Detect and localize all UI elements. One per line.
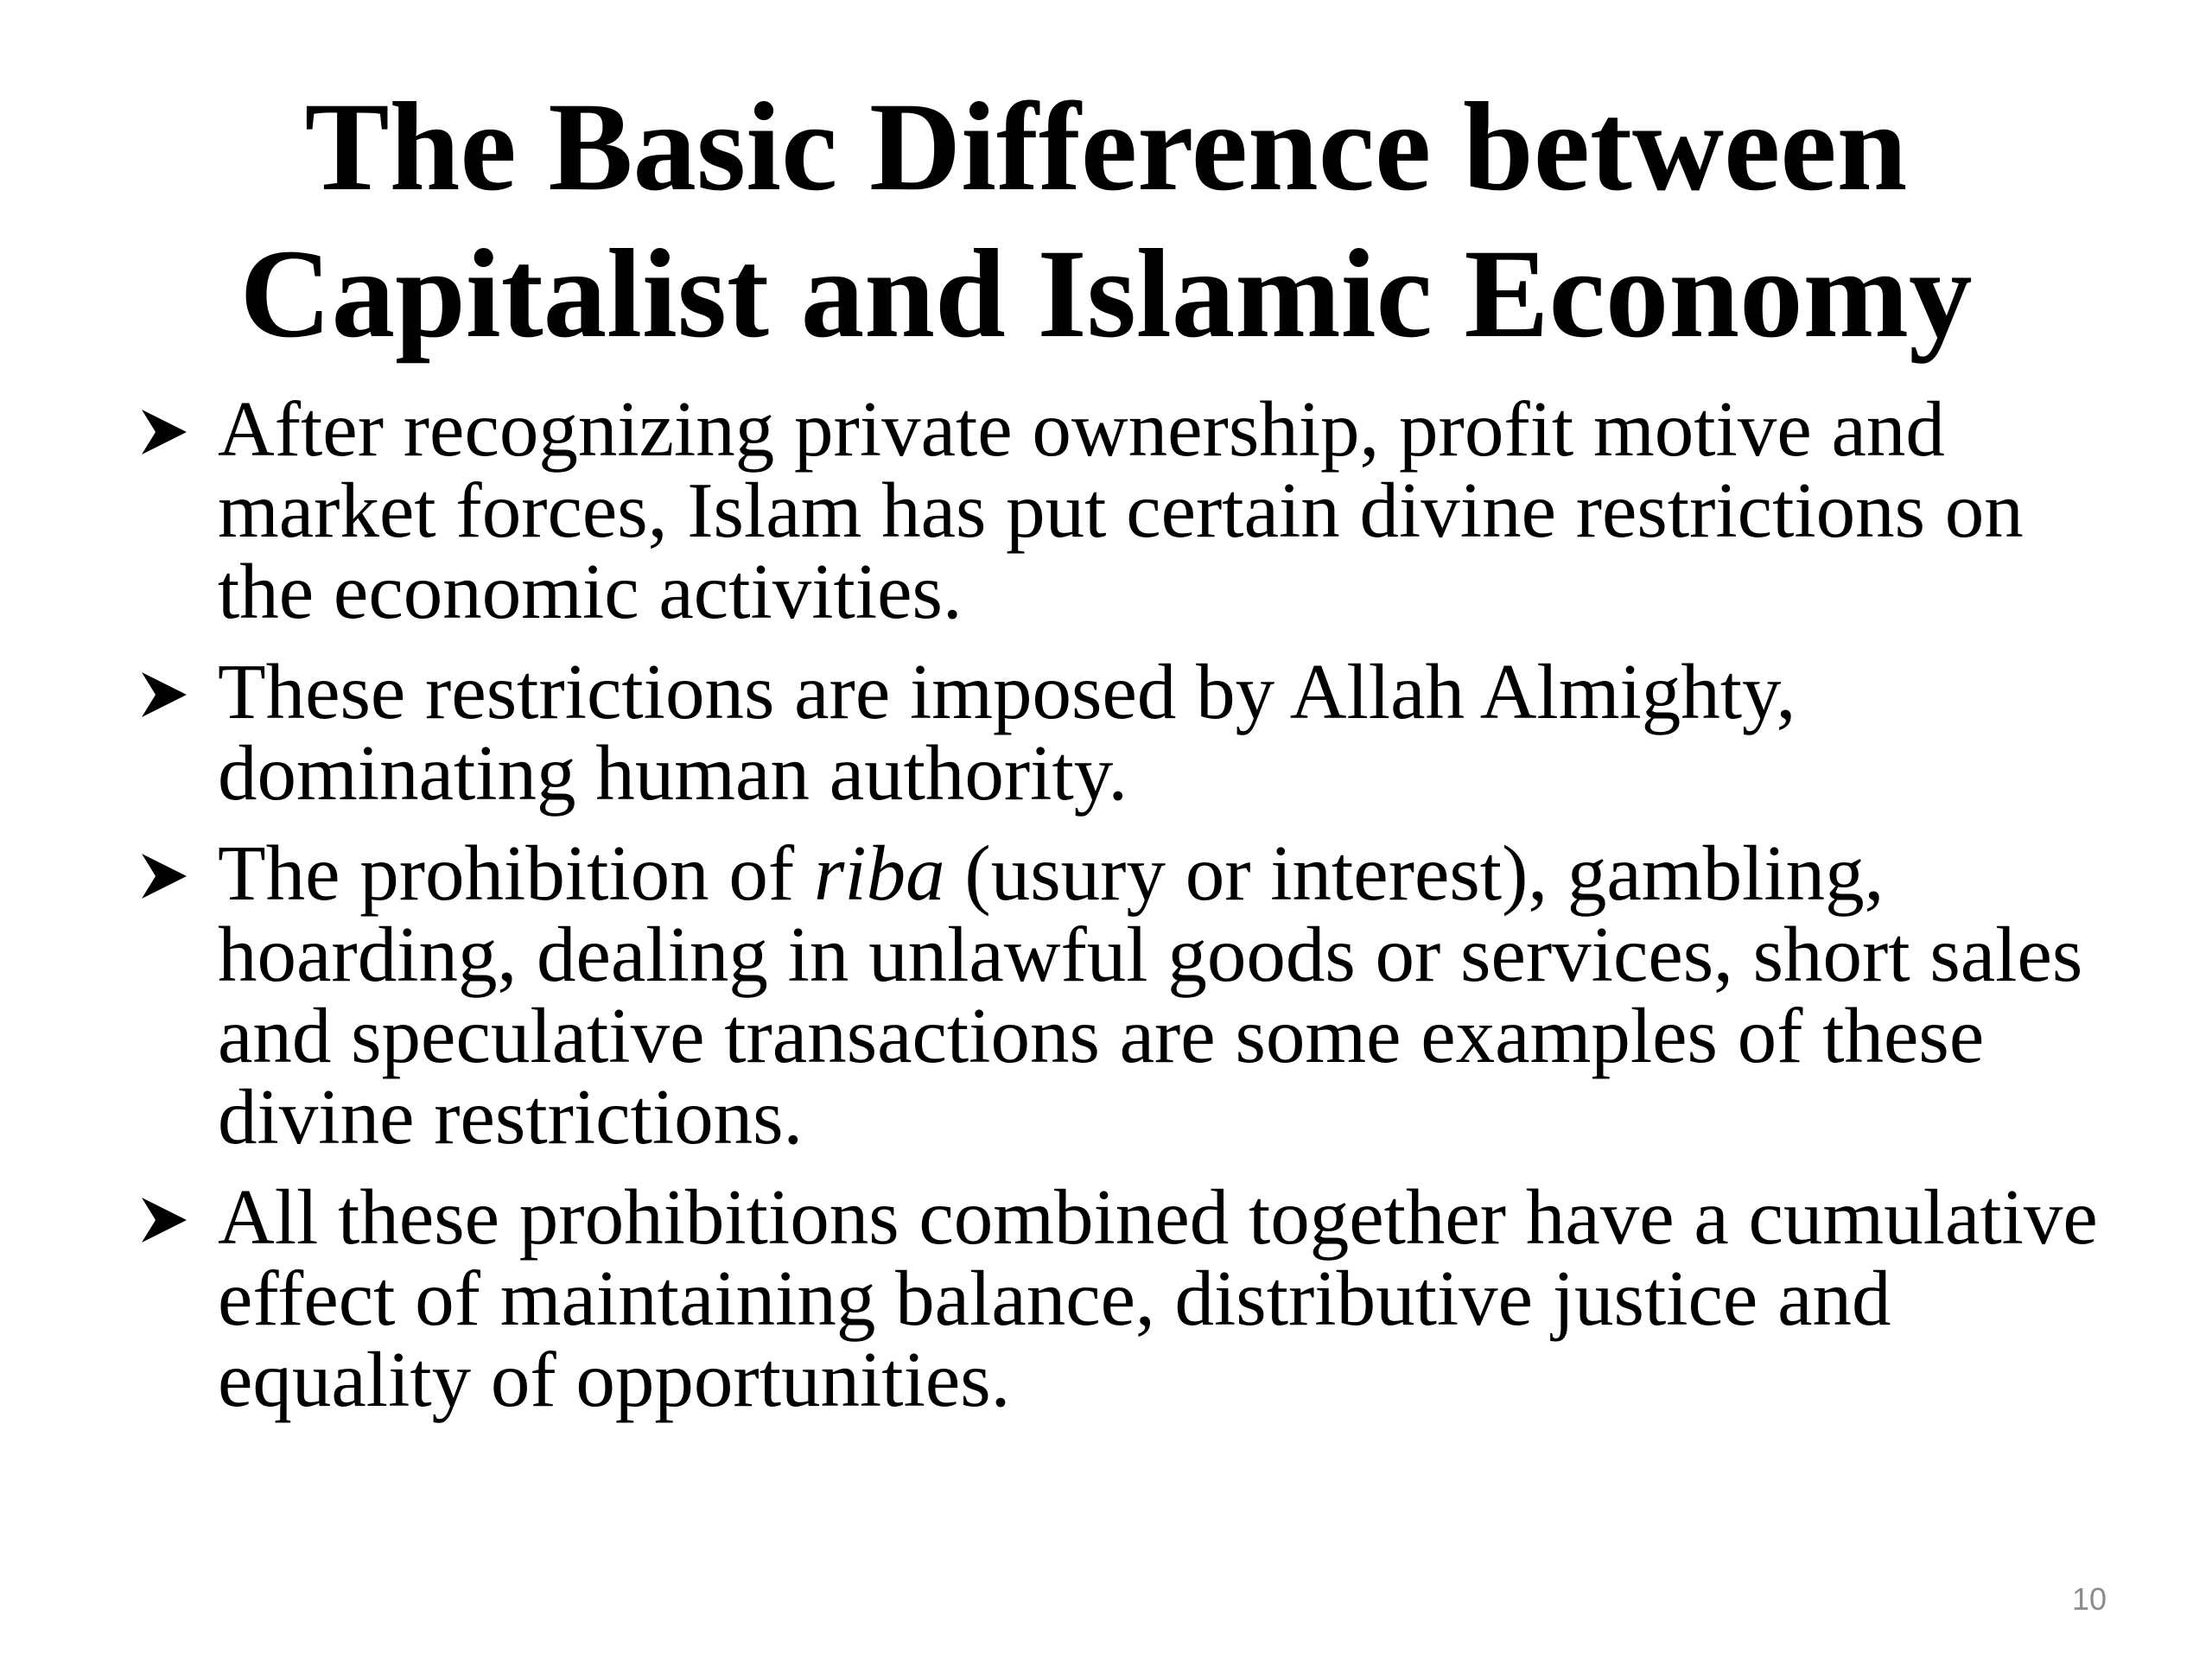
arrowhead-bullet-icon (138, 669, 190, 721)
bullet-text-before: The prohibition of (218, 830, 814, 917)
arrowhead-bullet-icon (138, 406, 190, 458)
slide-title (173, 73, 2039, 367)
italic-term-riba: riba (813, 830, 945, 917)
bullet-text: After recognizing private ownership, profit motive and market forces, Islam has put certain divine restrictions on the economic activities. (218, 385, 2024, 635)
bullet-text-after: (usury or interest), gambling, hoarding, dealing in unlawful goods or services, short sales and speculative transactions are some examples of these divine restrictions. (218, 830, 2083, 1160)
bullet-text: These restrictions are imposed by Allah Almighty, dominating human authority. (218, 648, 1796, 817)
arrowhead-bullet-icon (138, 850, 190, 902)
bullet-item-4 (138, 1173, 2126, 1423)
title-line-2: Capitalist and Islamic Economy (239, 223, 1973, 364)
arrowhead-bullet-icon (138, 1194, 190, 1246)
title-line-1: The Basic Difference between (304, 76, 1908, 217)
bullet-list (138, 385, 2126, 1440)
page-number: 10 (2071, 1581, 2107, 1617)
bullet-item-2 (138, 648, 2126, 817)
bullet-item-3 (138, 830, 2126, 1160)
bullet-text: All these prohibitions combined together have a cumulative effect of maintaining balance, distributive justice and equality of opportunities. (218, 1173, 2098, 1423)
bullet-item-1 (138, 385, 2126, 635)
